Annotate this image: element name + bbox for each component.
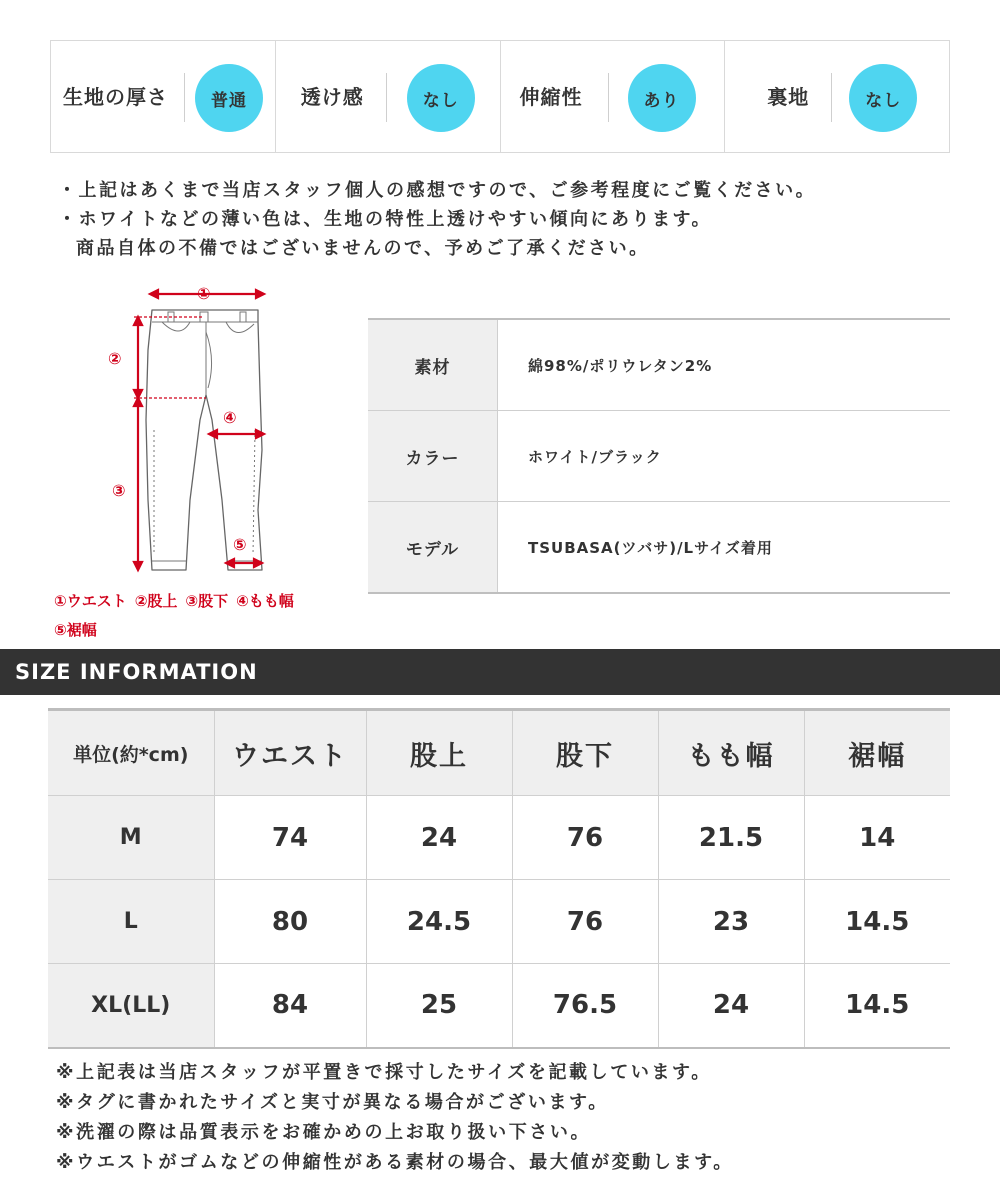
fabric-notes — [58, 176, 816, 263]
table-cell: 80 — [214, 880, 366, 964]
note-line: ※洗濯の際は品質表示をお確かめの上お取り扱い下さい。 — [56, 1122, 592, 1143]
spec-row-material — [368, 320, 950, 411]
table-cell: 21.5 — [658, 796, 804, 880]
note-line: ・上記はあくまで当店スタッフ個人の感想ですので、ご参考程度にご覧ください。 — [58, 180, 817, 201]
size-information-banner: SIZE INFORMATION — [0, 649, 1000, 695]
header-inseam: 股下 — [512, 710, 658, 796]
table-cell: 76.5 — [512, 964, 658, 1048]
table-cell: 84 — [214, 964, 366, 1048]
header-waist: ウエスト — [214, 710, 366, 796]
pants-illustration — [50, 280, 370, 580]
table-cell: 74 — [214, 796, 366, 880]
attr-label: 透け感 — [300, 85, 364, 109]
size-table — [48, 708, 950, 1049]
note-line: ※ウエストがゴムなどの伸縮性がある素材の場合、最大値が変動します。 — [56, 1152, 734, 1173]
marker-hem: ⑤ — [233, 535, 247, 554]
legend-rise: ②股上 — [134, 592, 178, 610]
size-label: L — [48, 880, 214, 964]
spec-label: カラー — [368, 411, 498, 501]
attr-value-badge: 普通 — [195, 64, 263, 132]
legend-hem: ⑤裾幅 — [54, 621, 97, 639]
spec-value: TSUBASA(ツバサ)/Lサイズ着用 — [528, 538, 773, 557]
spec-row-color — [368, 411, 950, 502]
marker-rise: ② — [108, 349, 122, 368]
diagram-legend — [54, 587, 364, 645]
legend-thigh: ④もも幅 — [236, 592, 294, 610]
size-label: XL(LL) — [48, 964, 214, 1048]
spec-value: 綿98%/ポリウレタン2% — [528, 356, 713, 375]
attr-label: 裏地 — [767, 85, 810, 109]
table-row — [48, 880, 950, 964]
attr-thickness — [51, 41, 276, 152]
attr-value-badge: なし — [849, 64, 917, 132]
header-hem: 裾幅 — [804, 710, 950, 796]
spec-label: モデル — [368, 502, 498, 592]
attr-value-badge: なし — [407, 64, 475, 132]
product-spec-table — [368, 318, 950, 594]
attr-stretch — [501, 41, 726, 152]
table-row — [48, 796, 950, 880]
table-cell: 14 — [804, 796, 950, 880]
size-table-header — [48, 710, 950, 796]
marker-inseam: ③ — [112, 481, 126, 500]
table-cell: 76 — [512, 880, 658, 964]
marker-waist: ① — [197, 284, 211, 303]
attr-divider — [386, 73, 387, 122]
attr-label: 伸縮性 — [519, 85, 583, 109]
table-cell: 23 — [658, 880, 804, 964]
table-cell: 25 — [366, 964, 512, 1048]
table-cell: 14.5 — [804, 880, 950, 964]
table-cell: 24 — [366, 796, 512, 880]
note-line: 商品自体の不備ではございませんので、予めご了承ください。 — [76, 238, 650, 259]
table-cell: 14.5 — [804, 964, 950, 1048]
attr-divider — [831, 73, 832, 122]
size-label: M — [48, 796, 214, 880]
legend-waist: ①ウエスト — [54, 592, 127, 610]
header-unit: 単位(約*cm) — [48, 710, 214, 796]
legend-inseam: ③股下 — [185, 592, 229, 610]
header-rise: 股上 — [366, 710, 512, 796]
table-cell: 76 — [512, 796, 658, 880]
measurement-diagram — [50, 280, 370, 640]
attr-sheerness — [276, 41, 501, 152]
header-thigh: もも幅 — [658, 710, 804, 796]
size-notes — [56, 1058, 734, 1178]
attr-lining — [725, 41, 949, 152]
note-line: ※上記表は当店スタッフが平置きで採寸したサイズを記載しています。 — [56, 1062, 712, 1083]
fabric-attributes — [50, 40, 950, 153]
table-cell: 24.5 — [366, 880, 512, 964]
attr-divider — [184, 73, 185, 122]
spec-value: ホワイト/ブラック — [528, 447, 662, 466]
attr-divider — [608, 73, 609, 122]
attr-value-badge: あり — [628, 64, 696, 132]
spec-row-model — [368, 502, 950, 592]
note-line: ※タグに書かれたサイズと実寸が異なる場合がございます。 — [56, 1092, 609, 1113]
table-cell: 24 — [658, 964, 804, 1048]
marker-thigh: ④ — [223, 408, 237, 427]
table-row — [48, 964, 950, 1048]
attr-label: 生地の厚さ — [63, 85, 168, 109]
note-line: ・ホワイトなどの薄い色は、生地の特性上透けやすい傾向にあります。 — [58, 209, 713, 230]
spec-label: 素材 — [368, 320, 498, 410]
